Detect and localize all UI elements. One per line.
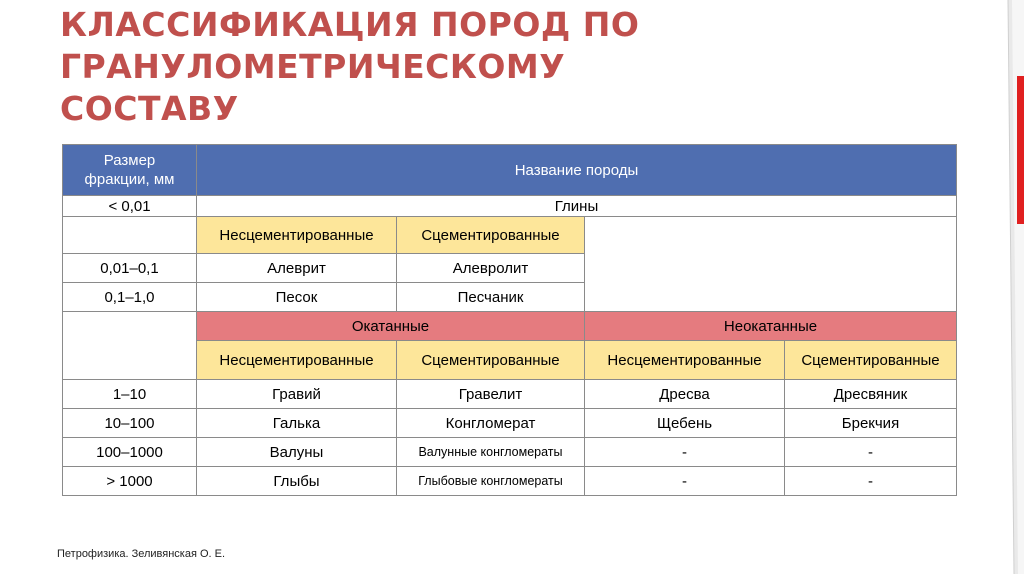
rock-cell: Глыбовые конгломераты — [397, 467, 585, 496]
empty-cell — [585, 217, 957, 312]
rock-cell: - — [585, 438, 785, 467]
size-cell: 1–10 — [63, 380, 197, 409]
table-header-row — [63, 145, 957, 196]
coarse-subheader-row — [63, 341, 957, 380]
rock-cell: Щебень — [585, 409, 785, 438]
rock-cell: Дресва — [585, 380, 785, 409]
rock-cell: Песчаник — [397, 283, 585, 312]
rock-cell: Глины — [197, 196, 957, 217]
empty-cell — [63, 217, 197, 254]
rock-cell: Конгломерат — [397, 409, 585, 438]
classification-table — [62, 144, 957, 496]
table-row — [63, 196, 957, 217]
title-line-2: ГРАНУЛОМЕТРИЧЕСКОМУ — [60, 47, 566, 86]
rock-cell: Валуны — [197, 438, 397, 467]
rock-cell: Галька — [197, 409, 397, 438]
rock-cell: Дресвяник — [785, 380, 957, 409]
title-line-1: КЛАССИФИКАЦИЯ ПОРОД ПО — [60, 5, 640, 44]
table-row — [63, 409, 957, 438]
size-cell: < 0,01 — [63, 196, 197, 217]
table-row — [63, 467, 957, 496]
rock-cell: - — [785, 467, 957, 496]
subheader-cemented: Сцементированные — [397, 341, 585, 380]
size-cell: 0,01–0,1 — [63, 254, 197, 283]
empty-cell — [63, 312, 197, 380]
group-header-row — [63, 312, 957, 341]
subheader-cemented: Сцементированные — [397, 217, 585, 254]
rock-cell: Гравий — [197, 380, 397, 409]
rock-cell: Алеврит — [197, 254, 397, 283]
table-row — [63, 380, 957, 409]
group-rounded: Окатанные — [197, 312, 585, 341]
header-name: Название породы — [197, 145, 957, 196]
rock-cell: Глыбы — [197, 467, 397, 496]
header-size-line-1: Размер — [103, 152, 156, 169]
group-angular: Неокатанные — [585, 312, 957, 341]
subheader-loose: Несцементированные — [197, 217, 397, 254]
size-cell: 0,1–1,0 — [63, 283, 197, 312]
rock-cell: Гравелит — [397, 380, 585, 409]
table-row — [63, 438, 957, 467]
page-title — [60, 4, 960, 130]
footer-credit: Петрофизика. Зеливянская О. Е. — [57, 548, 226, 560]
subheader-cemented: Сцементированные — [785, 341, 957, 380]
rock-cell: Брекчия — [785, 409, 957, 438]
rock-cell: - — [585, 467, 785, 496]
size-cell: 10–100 — [63, 409, 197, 438]
size-cell: 100–1000 — [63, 438, 197, 467]
accent-bar — [1017, 76, 1024, 224]
subheader-loose: Несцементированные — [585, 341, 785, 380]
subheader-loose: Несцементированные — [197, 341, 397, 380]
rock-cell: - — [785, 438, 957, 467]
fine-subheader-row — [63, 217, 957, 254]
rock-cell: Песок — [197, 283, 397, 312]
rock-cell: Валунные конгломераты — [397, 438, 585, 467]
header-size-line-2: фракции, мм — [84, 171, 175, 188]
title-line-3: СОСТАВУ — [60, 89, 239, 128]
size-cell: ˃ 1000 — [63, 467, 197, 496]
rock-cell: Алевролит — [397, 254, 585, 283]
header-size — [63, 145, 197, 196]
